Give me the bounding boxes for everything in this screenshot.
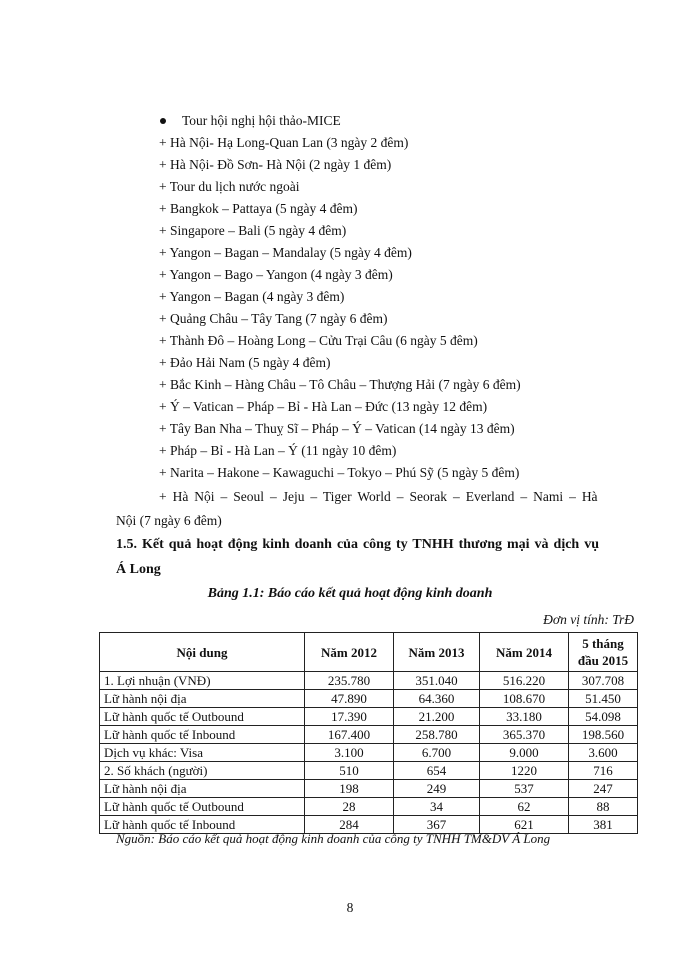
table-row [100, 726, 638, 744]
table-cell: Lữ hành quốc tế Inbound [100, 726, 305, 744]
table-cell: Lữ hành quốc tế Inbound [100, 816, 305, 834]
table-cell: Lữ hành quốc tế Outbound [100, 798, 305, 816]
tour-item: + Tây Ban Nha – Thuỵ Sĩ – Pháp – Ý – Vatican (14 ngày 13 đêm) [159, 421, 515, 436]
table-cell: Lữ hành nội địa [100, 690, 305, 708]
table-cell: 21.200 [394, 708, 480, 726]
table-row [100, 672, 638, 690]
tour-item: + Yangon – Bagan – Mandalay (5 ngày 4 đêm) [159, 245, 412, 260]
table-cell: 64.360 [394, 690, 480, 708]
tour-item: + Hà Nội- Hạ Long-Quan Lan (3 ngày 2 đêm) [159, 135, 409, 150]
tour-item: + Bắc Kinh – Hàng Châu – Tô Châu – Thượng Hải (7 ngày 6 đêm) [159, 377, 521, 392]
table-cell: 51.450 [569, 690, 638, 708]
table-cell: 621 [480, 816, 569, 834]
table-cell: 3.100 [305, 744, 394, 762]
section-heading-line2: Á Long [116, 562, 161, 577]
table-cell: 9.000 [480, 744, 569, 762]
table-cell: 249 [394, 780, 480, 798]
table-cell: 307.708 [569, 672, 638, 690]
tour-item: + Yangon – Bago – Yangon (4 ngày 3 đêm) [159, 267, 393, 282]
section-heading-line1: 1.5. Kết quả hoạt động kinh doanh của công ty TNHH thương mại và dịch vụ [116, 537, 600, 552]
tour-item: + Quảng Châu – Tây Tang (7 ngày 6 đêm) [159, 311, 388, 326]
table-cell: 365.370 [480, 726, 569, 744]
table-cell: 258.780 [394, 726, 480, 744]
tour-item: + Đảo Hải Nam (5 ngày 4 đêm) [159, 355, 331, 370]
table-unit: Đơn vị tính: TrĐ [543, 612, 634, 627]
table-cell: Lữ hành nội địa [100, 780, 305, 798]
table-cell: 367 [394, 816, 480, 834]
table-cell: 34 [394, 798, 480, 816]
table-cell: 88 [569, 798, 638, 816]
table-cell: 33.180 [480, 708, 569, 726]
table-cell: 351.040 [394, 672, 480, 690]
bullet-icon [160, 118, 166, 124]
table-row [100, 762, 638, 780]
table-title: Bảng 1.1: Báo cáo kết quả hoạt động kinh doanh [207, 586, 493, 601]
tour-item: + Narita – Hakone – Kawaguchi – Tokyo – Phú Sỹ (5 ngày 5 đêm) [159, 465, 520, 480]
table-cell: 537 [480, 780, 569, 798]
table-cell: 198 [305, 780, 394, 798]
tour-item: + Tour du lịch nước ngoài [159, 179, 300, 194]
tour-item: + Hà Nội- Đồ Sơn- Hà Nội (2 ngày 1 đêm) [159, 157, 392, 172]
table-cell: 108.670 [480, 690, 569, 708]
header-cell: Nội dung [100, 633, 305, 672]
header-cell: Năm 2013 [394, 633, 480, 672]
table-cell: 62 [480, 798, 569, 816]
page-number: 8 [346, 900, 354, 915]
table-row [100, 744, 638, 762]
table-cell: 381 [569, 816, 638, 834]
header-cell: 5 tháng đầu 2015 [569, 633, 638, 672]
tour-item-continuation: Nội (7 ngày 6 đêm) [116, 513, 222, 528]
table-source-note: Nguồn: Báo cáo kết quả hoạt động kinh doanh của công ty TNHH TM&DV Á Long [116, 831, 551, 846]
business-report-table [99, 632, 638, 834]
table-cell: 1220 [480, 762, 569, 780]
table-row [100, 798, 638, 816]
table-cell: 47.890 [305, 690, 394, 708]
table-cell: 510 [305, 762, 394, 780]
table-cell: 2. Số khách (người) [100, 762, 305, 780]
tour-item: + Bangkok – Pattaya (5 ngày 4 đêm) [159, 201, 358, 216]
tour-item: + Pháp – Bỉ - Hà Lan – Ý (11 ngày 10 đêm) [159, 443, 397, 458]
table-cell: 167.400 [305, 726, 394, 744]
table-cell: 17.390 [305, 708, 394, 726]
tour-bullet-item [182, 113, 341, 129]
table-row [100, 780, 638, 798]
tour-bullet-label: Tour hội nghị hội thảo-MICE [182, 113, 341, 128]
table-cell: Lữ hành quốc tế Outbound [100, 708, 305, 726]
table-cell: 716 [569, 762, 638, 780]
tour-item: + Thành Đô – Hoàng Long – Cửu Trại Câu (6 ngày 5 đêm) [159, 333, 478, 348]
table-cell: 284 [305, 816, 394, 834]
tour-item: + Hà Nội – Seoul – Jeju – Tiger World – Seorak – Everland – Nami – Hà [159, 489, 598, 504]
tour-item: + Singapore – Bali (5 ngày 4 đêm) [159, 223, 347, 238]
table-cell: 198.560 [569, 726, 638, 744]
table-cell: 28 [305, 798, 394, 816]
table-cell: 54.098 [569, 708, 638, 726]
table-cell: 3.600 [569, 744, 638, 762]
table-row [100, 690, 638, 708]
table-cell: 654 [394, 762, 480, 780]
table-row [100, 708, 638, 726]
table-cell: 247 [569, 780, 638, 798]
table-cell: 6.700 [394, 744, 480, 762]
table-cell: Dịch vụ khác: Visa [100, 744, 305, 762]
tour-item: + Yangon – Bagan (4 ngày 3 đêm) [159, 289, 345, 304]
header-cell: Năm 2014 [480, 633, 569, 672]
header-cell: Năm 2012 [305, 633, 394, 672]
table-cell: 235.780 [305, 672, 394, 690]
table-cell: 516.220 [480, 672, 569, 690]
table-header-row [100, 633, 638, 672]
tour-item: + Ý – Vatican – Pháp – Bỉ - Hà Lan – Đức (13 ngày 12 đêm) [159, 399, 488, 414]
table-cell: 1. Lợi nhuận (VNĐ) [100, 672, 305, 690]
